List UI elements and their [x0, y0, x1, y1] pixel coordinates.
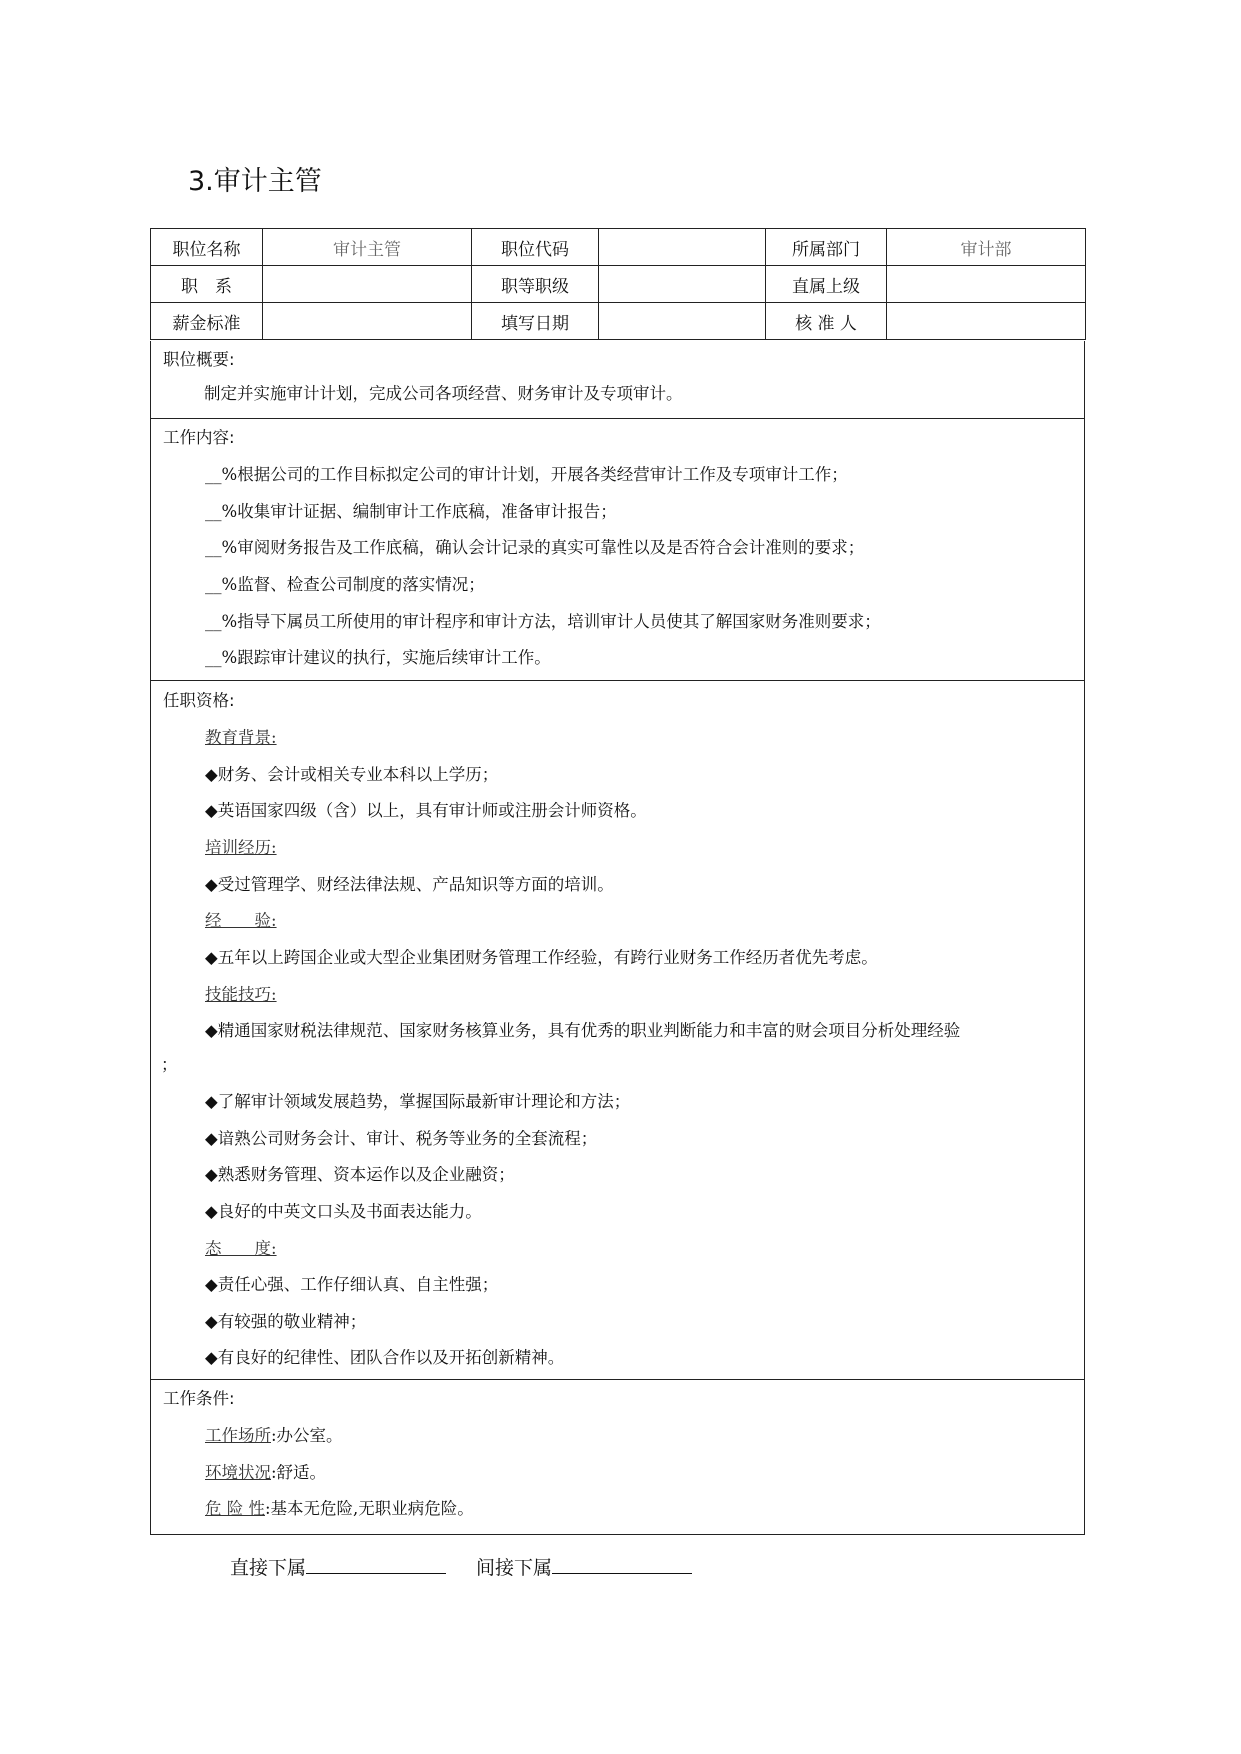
page-title: 3.审计主管 — [188, 166, 322, 197]
fill-date-value — [599, 303, 766, 340]
list-item: ； — [161, 1055, 178, 1074]
salary-label: 薪金标准 — [151, 303, 263, 340]
list-item: ◆五年以上跨国企业或大型企业集团财务管理工作经验，有跨行业财务工作经历者优先考虑。 — [205, 948, 878, 967]
list-item: ◆谙熟公司财务会计、审计、税务等业务的全套流程； — [205, 1129, 598, 1148]
position-code-value — [599, 229, 766, 266]
experience-heading: 经 验: — [205, 911, 277, 930]
list-item: ◆熟悉财务管理、资本运作以及企业融资； — [205, 1165, 515, 1184]
list-item: ◆有较强的敬业精神； — [205, 1312, 367, 1331]
job-family-value — [263, 266, 472, 303]
list-item: __%监督、检查公司制度的落实情况； — [205, 575, 485, 594]
approver-value — [887, 303, 1086, 340]
conditions-section — [150, 1380, 1085, 1535]
list-item: 工作场所:办公室。 — [205, 1426, 343, 1445]
duty-prefix: __% — [205, 575, 238, 594]
direct-subordinates-field[interactable] — [306, 1553, 446, 1574]
position-code-label: 职位代码 — [472, 229, 599, 266]
position-name-value: 审计主管 — [263, 229, 472, 266]
list-item: ◆有良好的纪律性、团队合作以及开拓创新精神。 — [205, 1348, 565, 1367]
list-item: ◆良好的中英文口头及书面表达能力。 — [205, 1202, 482, 1221]
education-heading: 教育背景: — [205, 728, 277, 747]
job-family-label: 职 系 — [151, 266, 263, 303]
list-item: __%审阅财务报告及工作底稿，确认会计记录的真实可靠性以及是否符合会计准则的要求； — [205, 538, 865, 557]
table-row — [151, 229, 1086, 266]
overview-text: 制定并实施审计计划，完成公司各项经营、财务审计及专项审计。 — [204, 384, 683, 403]
supervisor-label: 直属上级 — [766, 266, 887, 303]
supervisor-value — [887, 266, 1086, 303]
list-item: __%跟踪审计建议的执行，实施后续审计工作。 — [205, 648, 551, 667]
list-item: ◆了解审计领域发展趋势，掌握国际最新审计理论和方法； — [205, 1092, 631, 1111]
direct-subordinates-label: 直接下属 — [230, 1557, 307, 1579]
attitude-heading: 态 度: — [205, 1239, 277, 1258]
position-name-label: 职位名称 — [151, 229, 263, 266]
duties-title: 工作内容: — [163, 428, 235, 447]
condition-label: 环境状况 — [205, 1463, 271, 1482]
department-label: 所属部门 — [766, 229, 887, 266]
job-grade-label: 职等职级 — [472, 266, 599, 303]
table-row — [151, 303, 1086, 340]
duty-prefix: __% — [205, 648, 238, 667]
overview-title: 职位概要: — [163, 350, 235, 369]
training-heading: 培训经历: — [205, 838, 277, 857]
table-row — [151, 266, 1086, 303]
list-item: ◆财务、会计或相关专业本科以上学历； — [205, 765, 499, 784]
list-item: ◆英语国家四级（含）以上，具有审计师或注册会计师资格。 — [205, 801, 647, 820]
list-item: 危 险 性:基本无危险,无职业病危险。 — [205, 1499, 474, 1518]
list-item: ◆精通国家财税法律规范、国家财务核算业务，具有优秀的职业判断能力和丰富的财会项目分析处理经验 — [205, 1021, 961, 1040]
qualifications-section — [150, 681, 1085, 1380]
duty-prefix: __% — [205, 502, 238, 521]
list-item: ◆受过管理学、财经法律法规、产品知识等方面的培训。 — [205, 875, 614, 894]
condition-label: 危 险 性 — [205, 1499, 265, 1518]
list-item: __%指导下属员工所使用的审计程序和审计方法，培训审计人员使其了解国家财务准则要求； — [205, 612, 881, 631]
condition-label: 工作场所 — [205, 1426, 271, 1445]
duty-prefix: __% — [205, 612, 238, 631]
list-item: __%根据公司的工作目标拟定公司的审计计划，开展各类经营审计工作及专项审计工作； — [205, 465, 848, 484]
duties-section — [150, 419, 1085, 681]
salary-value — [263, 303, 472, 340]
duty-prefix: __% — [205, 538, 238, 557]
department-value: 审计部 — [887, 229, 1086, 266]
overview-section — [150, 341, 1085, 419]
job-grade-value — [599, 266, 766, 303]
duty-prefix: __% — [205, 465, 238, 484]
approver-label: 核 准 人 — [766, 303, 887, 340]
list-item: __%收集审计证据、编制审计工作底稿，准备审计报告； — [205, 502, 617, 521]
indirect-subordinates-field[interactable] — [552, 1553, 692, 1574]
list-item: ◆责任心强、工作仔细认真、自主性强； — [205, 1275, 499, 1294]
direct-subordinates — [230, 1553, 446, 1582]
position-info-table — [150, 228, 1086, 340]
qualifications-title: 任职资格: — [163, 691, 235, 710]
indirect-subordinates — [476, 1553, 692, 1582]
skills-heading: 技能技巧: — [205, 985, 277, 1004]
fill-date-label: 填写日期 — [472, 303, 599, 340]
list-item: 环境状况:舒适。 — [205, 1463, 327, 1482]
indirect-subordinates-label: 间接下属 — [476, 1557, 553, 1579]
conditions-title: 工作条件: — [163, 1389, 235, 1408]
